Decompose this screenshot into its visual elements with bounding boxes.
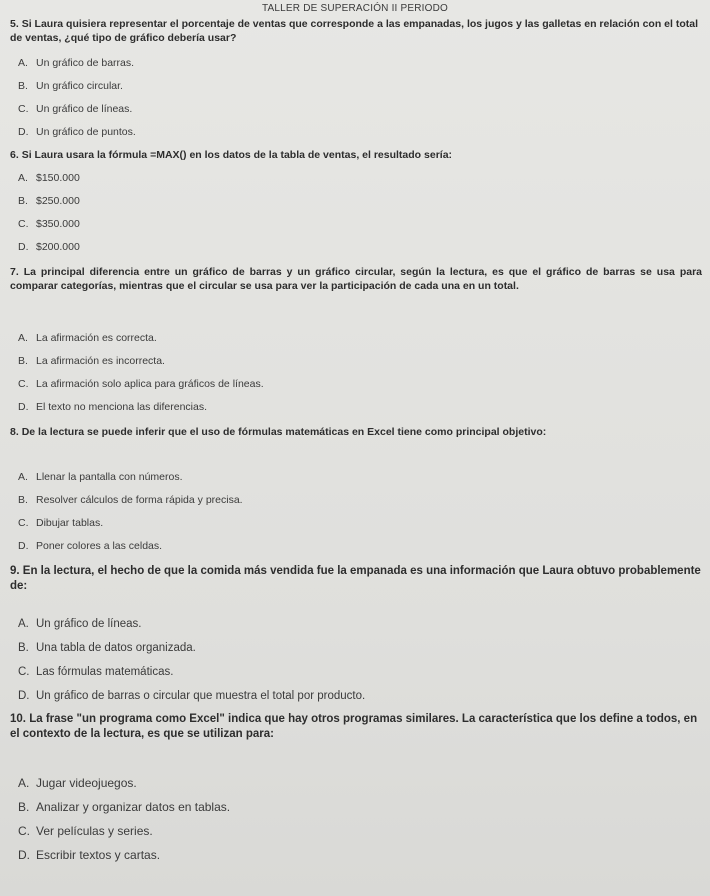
question-statement: Si Laura usara la fórmula =MAX() en los datos de la tabla de ventas, el resultado sería: [21, 149, 453, 161]
option-a[interactable]: A. La afirmación es correcta. [18, 332, 157, 344]
question-10-text [10, 712, 702, 742]
worksheet-title: TALLER DE SUPERACIÓN II PERIODO [261, 3, 449, 14]
question-9-options [18, 617, 700, 704]
question-8-options [18, 470, 700, 553]
option-a[interactable]: A. Un gráfico de barras. [18, 57, 135, 69]
question-7 [10, 265, 702, 293]
question-10-options [18, 776, 700, 863]
option-c[interactable]: C. Las fórmulas matemáticas. [18, 666, 174, 678]
option-c[interactable]: C. La afirmación solo aplica para gráficos de líneas. [18, 378, 264, 390]
option-d[interactable]: D. Un gráfico de puntos. [18, 126, 136, 138]
option-c[interactable]: C. Un gráfico de líneas. [18, 103, 133, 115]
question-6 [10, 148, 702, 162]
question-number: 9. [10, 565, 20, 577]
option-d[interactable]: D. Escribir textos y cartas. [18, 848, 161, 862]
question-statement: La frase "un programa como Excel" indica que hay otros programas similares. La característica que los define a todos, en el contexto de la lectura, es que se utilizan para: [10, 713, 698, 740]
question-9 [10, 564, 702, 594]
option-b[interactable]: B. Un gráfico circular. [18, 80, 123, 92]
question-number: 6. [10, 149, 19, 161]
option-d[interactable]: D. Poner colores a las celdas. [18, 540, 163, 552]
option-c[interactable]: C. $350.000 [18, 218, 80, 230]
question-7-text [10, 265, 702, 293]
option-d[interactable]: D. $200.000 [18, 241, 80, 253]
option-b[interactable]: B. Analizar y organizar datos en tablas. [18, 800, 231, 814]
option-a[interactable]: A. Llenar la pantalla con números. [18, 471, 183, 483]
question-5-options [18, 56, 700, 139]
question-5 [10, 17, 702, 45]
question-6-options [18, 171, 700, 254]
question-number: 10. [10, 713, 26, 725]
option-c[interactable]: C. Dibujar tablas. [18, 517, 104, 529]
option-a[interactable]: A. Jugar videojuegos. [18, 776, 137, 790]
option-d[interactable]: D. El texto no menciona las diferencias. [18, 401, 208, 413]
question-statement: La principal diferencia entre un gráfico de barras y un gráfico circular, según la lectura, es que el gráfico de barras se usa para comparar categorías, mientras que el circular se usa para ver la participación de cada una en un total. [10, 266, 702, 292]
question-8-text [10, 425, 702, 439]
question-8 [10, 425, 702, 439]
option-c[interactable]: C. Ver películas y series. [18, 824, 153, 838]
option-b[interactable]: B. La afirmación es incorrecta. [18, 355, 165, 367]
question-number: 8. [10, 426, 19, 438]
question-statement: En la lectura, el hecho de que la comida más vendida fue la empanada es una información que Laura obtuvo probablemente de: [10, 565, 701, 592]
question-number: 5. [10, 18, 19, 30]
option-a[interactable]: A. Un gráfico de líneas. [18, 618, 142, 630]
question-9-text [10, 564, 702, 594]
option-b[interactable]: B. Resolver cálculos de forma rápida y precisa. [18, 494, 243, 506]
question-statement: Si Laura quisiera representar el porcentaje de ventas que corresponde a las empanadas, los jugos y las galletas en relación con el total de ventas, ¿qué tipo de gráfico debería usar? [10, 18, 699, 44]
option-a[interactable]: A. $150.000 [18, 172, 80, 184]
option-b[interactable]: B. Una tabla de datos organizada. [18, 642, 196, 654]
question-statement: De la lectura se puede inferir que el uso de fórmulas matemáticas en Excel tiene como principal objetivo: [21, 426, 547, 438]
question-number: 7. [10, 266, 19, 278]
question-7-options [18, 331, 700, 414]
option-b[interactable]: B. $250.000 [18, 195, 80, 207]
option-d[interactable]: D. Un gráfico de barras o circular que muestra el total por producto. [18, 690, 366, 702]
question-6-text [10, 148, 702, 162]
question-10 [10, 712, 702, 742]
question-5-text [10, 17, 702, 45]
